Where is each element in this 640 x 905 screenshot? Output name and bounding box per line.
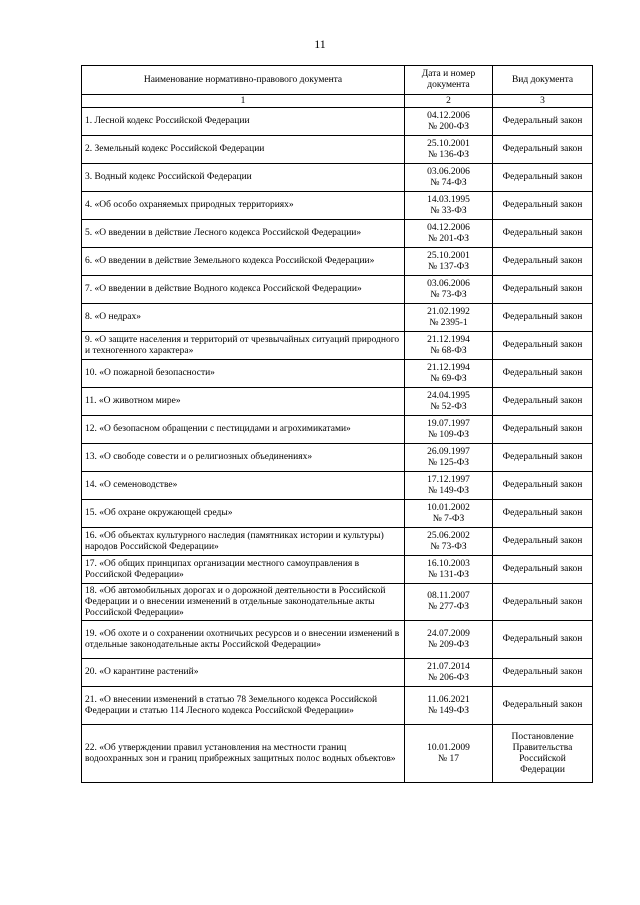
document-number: № 73-ФЗ xyxy=(430,289,467,300)
document-number: № 149-ФЗ xyxy=(427,485,470,496)
header-document-type: Вид документа xyxy=(493,66,593,95)
document-number: № 131-ФЗ xyxy=(427,569,470,580)
table-body xyxy=(82,108,593,783)
document-type: Федеральный закон xyxy=(493,192,593,220)
document-type: Федеральный закон xyxy=(493,556,593,584)
document-name: 14. «О семеноводстве» xyxy=(82,472,405,500)
document-type: Федеральный закон xyxy=(493,621,593,659)
column-number: 2 xyxy=(405,95,493,108)
document-date-number xyxy=(405,360,493,388)
document-date-number xyxy=(405,332,493,360)
document-number: № 200-ФЗ xyxy=(427,121,470,132)
table-row xyxy=(82,388,593,416)
document-number: № 209-ФЗ xyxy=(427,639,470,650)
document-name: 2. Земельный кодекс Российской Федерации xyxy=(82,136,405,164)
document-number: № 136-ФЗ xyxy=(427,149,470,160)
document-name: 17. «Об общих принципах организации местного самоуправления в Российской Федерации» xyxy=(82,556,405,584)
document-date-number xyxy=(405,276,493,304)
column-numbering-row xyxy=(82,95,593,108)
document-date: 08.11.2007 xyxy=(427,591,470,601)
document-name: 5. «О введении в действие Лесного кодекса Российской Федерации» xyxy=(82,220,405,248)
document-date: 04.12.2006 xyxy=(427,222,470,233)
document-date: 16.10.2003 xyxy=(427,558,470,569)
document-type: Федеральный закон xyxy=(493,500,593,528)
document-type: Федеральный закон xyxy=(493,416,593,444)
document-date: 04.12.2006 xyxy=(427,110,470,121)
document-date: 21.02.1992 xyxy=(427,306,470,317)
table-header-row xyxy=(82,66,593,95)
document-number: № 206-ФЗ xyxy=(427,672,470,683)
document-name: 1. Лесной кодекс Российской Федерации xyxy=(82,108,405,136)
document-date-number xyxy=(405,725,493,783)
document-date: 25.10.2001 xyxy=(427,138,470,149)
document-date: 25.06.2002 xyxy=(427,530,470,541)
document-number: № 7-ФЗ xyxy=(432,513,465,524)
document-date: 24.07.2009 xyxy=(427,628,470,639)
document-number: № 109-ФЗ xyxy=(427,429,470,440)
document-type: Федеральный закон xyxy=(493,332,593,360)
header-document-name: Наименование нормативно-правового документа xyxy=(82,66,405,95)
document-name: 15. «Об охране окружающей среды» xyxy=(82,500,405,528)
document-number: № 73-ФЗ xyxy=(430,541,467,552)
document-date-number xyxy=(405,472,493,500)
document-type: Постановление Правительства Российской Федерации xyxy=(493,725,593,783)
table-row xyxy=(82,220,593,248)
document-name: 7. «О введении в действие Водного кодекса Российской Федерации» xyxy=(82,276,405,304)
document-date: 11.06.2021 xyxy=(427,694,470,705)
document-date: 03.06.2006 xyxy=(427,166,470,177)
document-date-number xyxy=(405,687,493,725)
document-date-number xyxy=(405,304,493,332)
document-type: Федеральный закон xyxy=(493,136,593,164)
column-number: 1 xyxy=(82,95,405,108)
document-type: Федеральный закон xyxy=(493,687,593,725)
document-date: 21.12.1994 xyxy=(427,334,470,345)
table-row xyxy=(82,416,593,444)
document-date: 26.09.1997 xyxy=(427,446,470,457)
document-name: 3. Водный кодекс Российской Федерации xyxy=(82,164,405,192)
document-type: Федеральный закон xyxy=(493,108,593,136)
document-type: Федеральный закон xyxy=(493,659,593,687)
document-date-number xyxy=(405,584,493,621)
document-name: 18. «Об автомобильных дорогах и о дорожной деятельности в Российской Федерации и о внесении изменений в отдельные законодательные акты Российской Федерации» xyxy=(82,584,405,621)
document-date-number xyxy=(405,444,493,472)
document-type: Федеральный закон xyxy=(493,584,593,621)
table-row xyxy=(82,659,593,687)
document-number: № 74-ФЗ xyxy=(430,177,467,188)
table-row xyxy=(82,248,593,276)
document-date: 24.04.1995 xyxy=(427,390,470,401)
table-row xyxy=(82,528,593,556)
document-date: 25.10.2001 xyxy=(427,250,470,261)
document-type: Федеральный закон xyxy=(493,444,593,472)
table-row xyxy=(82,304,593,332)
document-date-number xyxy=(405,248,493,276)
document-number: № 149-ФЗ xyxy=(427,705,470,716)
table-row xyxy=(82,472,593,500)
table-row xyxy=(82,332,593,360)
table-row xyxy=(82,687,593,725)
document-name: 10. «О пожарной безопасности» xyxy=(82,360,405,388)
document-date-number xyxy=(405,136,493,164)
table-row xyxy=(82,164,593,192)
document-name: 16. «Об объектах культурного наследия (памятниках истории и культуры) народов Российской Федерации» xyxy=(82,528,405,556)
document-date-number xyxy=(405,621,493,659)
table-row xyxy=(82,192,593,220)
document-date-number xyxy=(405,416,493,444)
document-date-number xyxy=(405,164,493,192)
document-number: № 69-ФЗ xyxy=(430,373,467,384)
document-name: 12. «О безопасном обращении с пестицидами и агрохимикатами» xyxy=(82,416,405,444)
document-date-number xyxy=(405,500,493,528)
document-name: 11. «О животном мире» xyxy=(82,388,405,416)
document-name: 21. «О внесении изменений в статью 78 Земельного кодекса Российской Федерации и статью 114 Лесного кодекса Российской Федерации» xyxy=(82,687,405,725)
document-number: № 17 xyxy=(438,753,459,764)
document-number: № 277-ФЗ xyxy=(427,602,470,612)
table-row xyxy=(82,108,593,136)
document-number: № 201-ФЗ xyxy=(427,233,470,244)
table-row xyxy=(82,276,593,304)
document-date-number xyxy=(405,108,493,136)
document-date: 19.07.1997 xyxy=(427,418,470,429)
table-row xyxy=(82,444,593,472)
document-type: Федеральный закон xyxy=(493,528,593,556)
document-date-number xyxy=(405,192,493,220)
document-type: Федеральный закон xyxy=(493,220,593,248)
document-name: 13. «О свободе совести и о религиозных объединениях» xyxy=(82,444,405,472)
document-number: № 2395-1 xyxy=(429,317,468,328)
document-type: Федеральный закон xyxy=(493,164,593,192)
document-date: 21.07.2014 xyxy=(427,661,470,672)
document-date: 21.12.1994 xyxy=(427,362,470,373)
table-row xyxy=(82,136,593,164)
document-type: Федеральный закон xyxy=(493,248,593,276)
document-date-number xyxy=(405,220,493,248)
document-number: № 68-ФЗ xyxy=(430,345,467,356)
table-row xyxy=(82,725,593,783)
document-name: 20. «О карантине растений» xyxy=(82,659,405,687)
column-number: 3 xyxy=(493,95,593,108)
table-row xyxy=(82,500,593,528)
document-type: Федеральный закон xyxy=(493,472,593,500)
document-number: № 33-ФЗ xyxy=(430,205,467,216)
document-date-number xyxy=(405,528,493,556)
document-name: 4. «Об особо охраняемых природных территориях» xyxy=(82,192,405,220)
document-number: № 137-ФЗ xyxy=(427,261,470,272)
document-date-number xyxy=(405,659,493,687)
document-date: 14.03.1995 xyxy=(427,194,470,205)
document-date-number xyxy=(405,388,493,416)
table-row xyxy=(82,556,593,584)
document-number: № 125-ФЗ xyxy=(427,457,470,468)
legal-documents-table xyxy=(81,65,593,783)
header-date-number: Дата и номер документа xyxy=(405,66,493,95)
table-row xyxy=(82,621,593,659)
document-date-number xyxy=(405,556,493,584)
document-type: Федеральный закон xyxy=(493,304,593,332)
document-date: 03.06.2006 xyxy=(427,278,470,289)
table-row xyxy=(82,360,593,388)
document-number: № 52-ФЗ xyxy=(430,401,467,412)
document-date: 10.01.2009 xyxy=(427,742,470,753)
document-date: 17.12.1997 xyxy=(427,474,470,485)
document-name: 22. «Об утверждении правил установления на местности границ водоохранных зон и границ прибрежных защитных полос водных объектов» xyxy=(82,725,405,783)
table-row xyxy=(82,584,593,621)
document-name: 19. «Об охоте и о сохранении охотничьих ресурсов и о внесении изменений в отдельные законодательные акты Российской Федерации» xyxy=(82,621,405,659)
document-date: 10.01.2002 xyxy=(427,502,470,513)
document-name: 8. «О недрах» xyxy=(82,304,405,332)
document-name: 9. «О защите населения и территорий от чрезвычайных ситуаций природного и техногенного характера» xyxy=(82,332,405,360)
document-name: 6. «О введении в действие Земельного кодекса Российской Федерации» xyxy=(82,248,405,276)
document-type: Федеральный закон xyxy=(493,360,593,388)
document-type: Федеральный закон xyxy=(493,276,593,304)
document-type: Федеральный закон xyxy=(493,388,593,416)
page-number: 11 xyxy=(314,37,326,51)
